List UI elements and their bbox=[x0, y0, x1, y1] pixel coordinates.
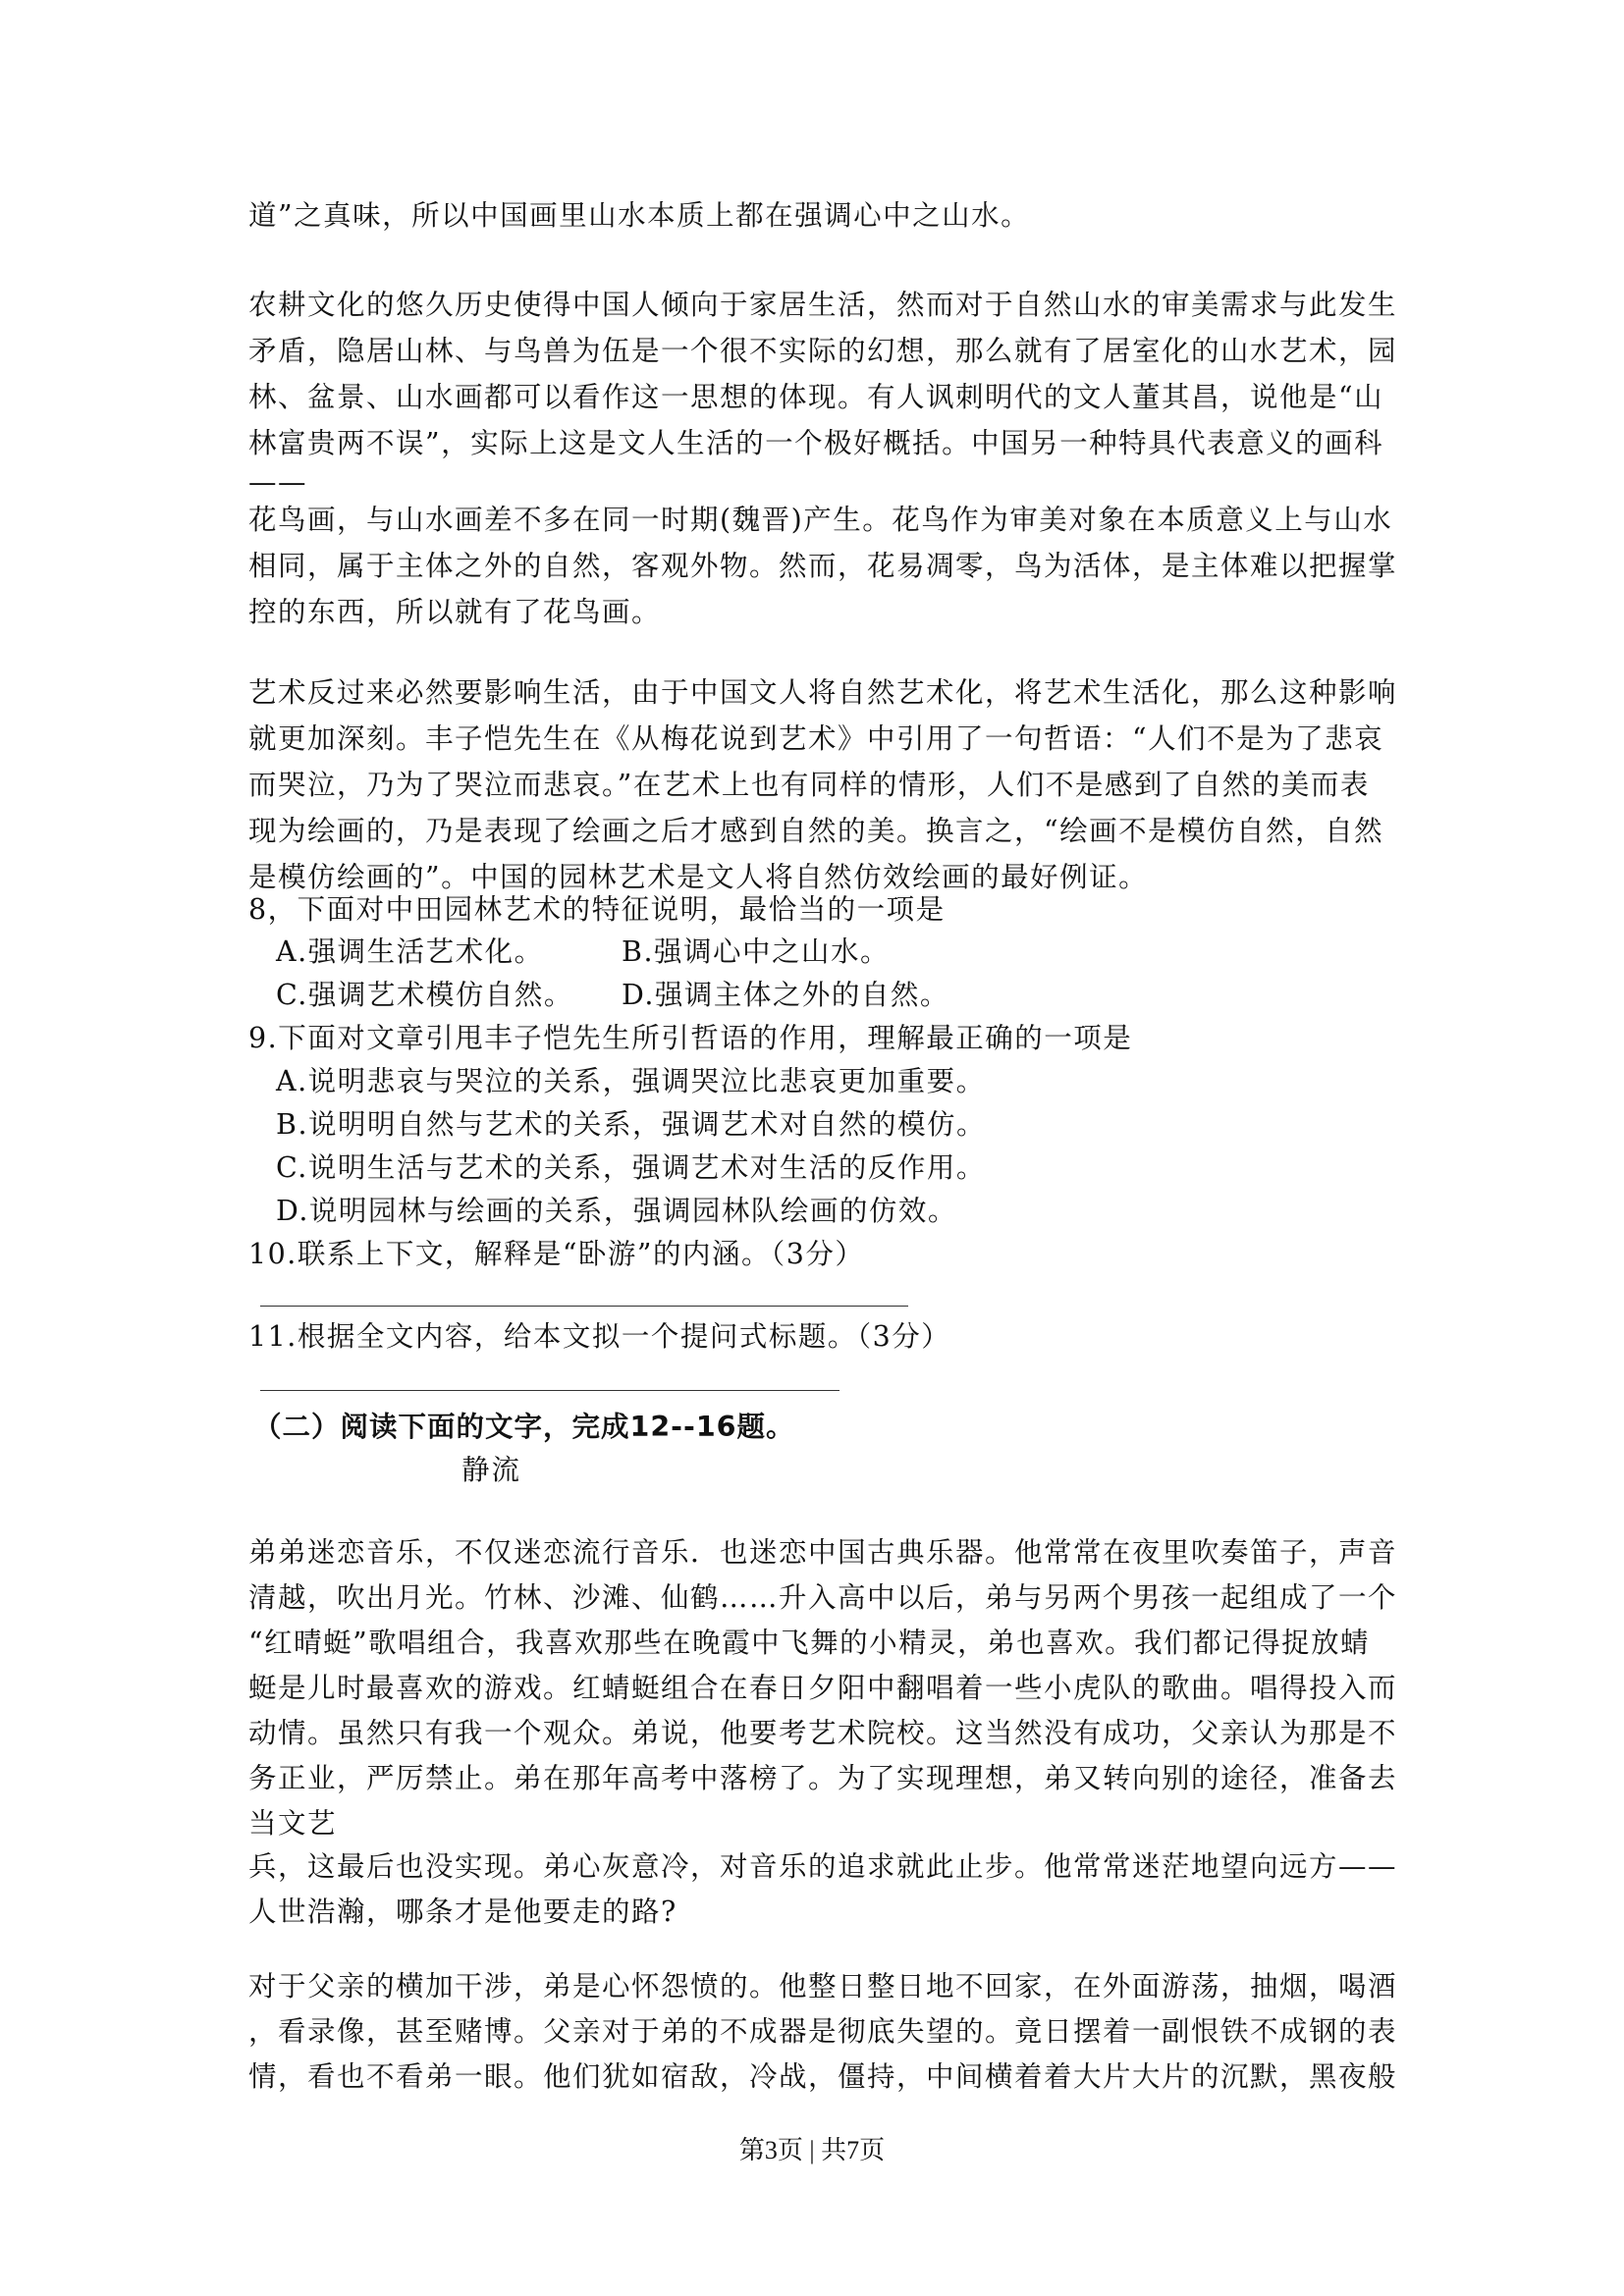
passage-line: 是模仿绘画的”。中国的园林艺术是文人将自然仿效绘画的最好例证。 bbox=[248, 861, 1149, 893]
passage-line: 相同，属于主体之外的自然，客观外物。然而，花易凋零，鸟为活体，是主体难以把握掌 bbox=[248, 550, 1398, 582]
story-line: 清越，吹出月光。竹林、沙滩、仙鹤……升入高中以后，弟与另两个男孩一起组成了一个 bbox=[248, 1581, 1398, 1614]
passage-line: 而哭泣，乃为了哭泣而悲哀。”在艺术上也有同样的情形，人们不是感到了自然的美而表 bbox=[248, 769, 1370, 801]
story-line: 兵，这最后也没实现。弟心灰意冷，对音乐的追求就此止步。他常常迷茫地望向远方—— bbox=[248, 1850, 1398, 1883]
question-9-option-b: B.说明明自然与艺术的关系，强调艺术对自然的模仿。 bbox=[276, 1108, 987, 1141]
passage-line: 林、盆景、山水画都可以看作这一思想的体现。有人讽刺明代的文人董其昌，说他是“山 bbox=[248, 381, 1384, 413]
page-footer: 第3页 | 共7页 bbox=[738, 2136, 886, 2164]
passage-line: —— bbox=[248, 466, 307, 499]
answer-line-11 bbox=[260, 1390, 839, 1391]
passage-line: 花鸟画，与山水画差不多在同一时期(魏晋)产生。花鸟作为审美对象在本质意义上与山水 bbox=[248, 504, 1393, 536]
passage-line: 现为绘画的，乃是表现了绘画之后才感到自然的美。换言之，“绘画不是模仿自然，自然 bbox=[248, 815, 1384, 847]
passage-line: 农耕文化的悠久历史使得中国人倾向于家居生活，然而对于自然山水的审美需求与此发生 bbox=[248, 289, 1398, 321]
story-line: “红晴蜓”歌唱组合，我喜欢那些在晚霞中飞舞的小精灵，弟也喜欢。我们都记得捉放蜻 bbox=[248, 1627, 1371, 1659]
question-10: 10.联系上下文，解释是“卧游”的内涵。（3分） bbox=[248, 1238, 865, 1270]
section-heading: （二）阅读下面的文字，完成12--16题。 bbox=[253, 1411, 795, 1443]
story-line: 蜓是儿时最喜欢的游戏。红蜻蜓组合在春日夕阳中翻唱着一些小虎队的歌曲。唱得投入而 bbox=[248, 1672, 1398, 1704]
question-9-option-d: D.说明园林与绘画的关系，强调园林队绘画的仿效。 bbox=[276, 1195, 957, 1227]
question-9-stem: 9.下面对文章引甩丰子恺先生所引哲语的作用，理解最正确的一项是 bbox=[248, 1022, 1133, 1054]
story-line: 弟弟迷恋音乐，不仅迷恋流行音乐．也迷恋中国古典乐器。他常常在夜里吹奏笛子，声音 bbox=[248, 1536, 1398, 1569]
question-11: 11.根据全文内容，给本文拟一个提问式标题。（3分） bbox=[248, 1320, 951, 1353]
story-line: 对于父亲的横加干涉，弟是心怀怨愤的。他整日整日地不回家，在外面游荡，抽烟，喝酒 bbox=[248, 1970, 1398, 2002]
passage-line: 矛盾，隐居山林、与鸟兽为伍是一个很不实际的幻想，那么就有了居室化的山水艺术，园 bbox=[248, 335, 1398, 367]
story-title: 静流 bbox=[461, 1454, 522, 1486]
question-8-option-a: A.强调生活艺术化。 bbox=[276, 935, 544, 968]
question-8-option-d: D.强调主体之外的自然。 bbox=[622, 979, 949, 1011]
passage-line: 林富贵两不误”，实际上这是文人生活的一个极好概括。中国另一种特具代表意义的画科 bbox=[248, 427, 1384, 459]
question-8-option-c: C.强调艺术模仿自然。 bbox=[276, 979, 573, 1011]
question-8-option-b: B.强调心中之山水。 bbox=[622, 935, 891, 968]
passage-line: 控的东西，所以就有了花鸟画。 bbox=[248, 596, 662, 628]
question-9-option-c: C.说明生活与艺术的关系，强调艺术对生活的反作用。 bbox=[276, 1151, 986, 1184]
story-line: 动情。虽然只有我一个观众。弟说，他要考艺术院校。这当然没有成功，父亲认为那是不 bbox=[248, 1717, 1398, 1749]
story-line: 务正业，严厉禁止。弟在那年高考中落榜了。为了实现理想，弟又转向别的途径，准备去 bbox=[248, 1762, 1398, 1794]
passage-line: 道”之真味，所以中国画里山水本质上都在强调心中之山水。 bbox=[248, 199, 1031, 232]
question-9-option-a: A.说明悲哀与哭泣的关系，强调哭泣比悲哀更加重要。 bbox=[276, 1065, 986, 1097]
story-line: 当文艺 bbox=[248, 1807, 338, 1840]
story-line: 情，看也不看弟一眼。他们犹如宿敌，冷战，僵持，中间横着着大片大片的沉默，黑夜般 bbox=[248, 2060, 1398, 2093]
answer-line-10 bbox=[260, 1306, 908, 1307]
story-line: 人世浩瀚，哪条才是他要走的路? bbox=[248, 1896, 677, 1928]
question-8-stem: 8，下面对中田园林艺术的特征说明，最恰当的一项是 bbox=[248, 893, 946, 926]
story-line: ，看录像，甚至赌博。父亲对于弟的不成器是彻底失望的。竟日摆着一副恨铁不成钢的表 bbox=[248, 2015, 1398, 2048]
passage-line: 就更加深刻。丰子恺先生在《从梅花说到艺术》中引用了一句哲语：“人们不是为了悲哀 bbox=[248, 722, 1384, 755]
passage-line: 艺术反过来必然要影响生活，由于中国文人将自然艺术化，将艺术生活化，那么这种影响 bbox=[248, 676, 1398, 709]
